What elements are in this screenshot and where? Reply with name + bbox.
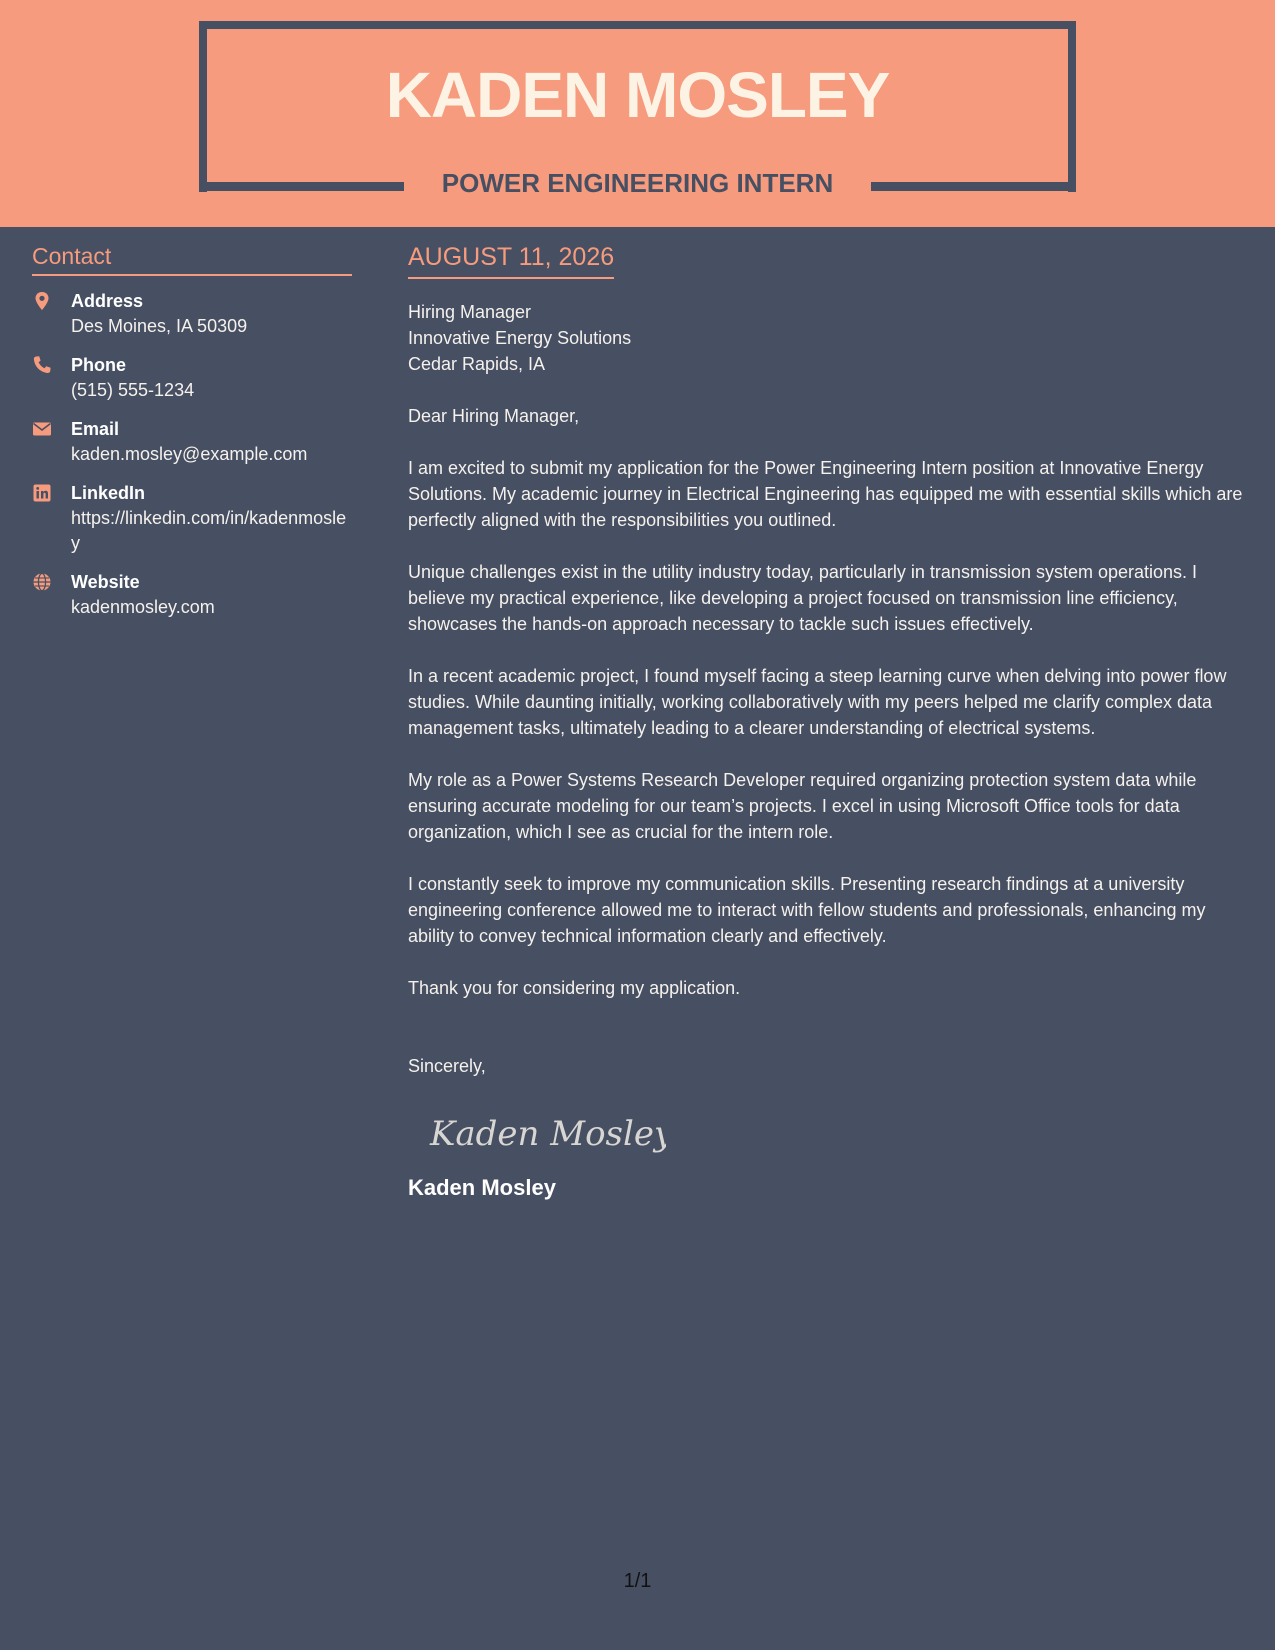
contact-label: Email: [71, 419, 120, 439]
globe-icon: [32, 572, 52, 592]
signer-name: Kaden Mosley: [408, 1175, 556, 1200]
letter-paragraph: Unique challenges exist in the utility industry today, particularly in transmission system operations. I believe my practical experience, like developing a project focused on transmission line efficiency, showcases the hands-on approach necessary to tackle such issues effectively.: [408, 562, 1198, 634]
letter-date: AUGUST 11, 2026: [408, 243, 614, 279]
letter-paragraph: In a recent academic project, I found myself facing a steep learning curve when delving into power flow studies. While daunting initially, working collaboratively with my peers helped me clarify complex data management tasks, ultimately leading to a clearer understanding of electrical systems.: [408, 666, 1227, 738]
letter-paragraph: Thank you for considering my application.: [408, 978, 741, 998]
header-banner: [0, 0, 1275, 227]
contact-item-phone: [32, 353, 352, 403]
contact-value: https://linkedin.com/in/kadenmosley: [71, 508, 347, 553]
recipient-block: [408, 299, 1253, 377]
contact-value: (515) 555-1234: [71, 380, 195, 400]
letter-paragraph: I constantly seek to improve my communication skills. Presenting research findings at a university engineering conference allowed me to interact with fellow students and professionals, enhancing my ability to convey technical information clearly and effectively.: [408, 874, 1206, 946]
salutation: Dear Hiring Manager,: [408, 406, 580, 426]
contact-label: Phone: [71, 355, 127, 375]
page-number: 1/1: [623, 1570, 652, 1592]
candidate-role: POWER ENGINEERING INTERN: [441, 168, 834, 198]
handwritten-signature: [426, 1103, 1253, 1163]
signature-script: Kaden Mosley: [430, 1114, 666, 1154]
phone-icon: [32, 355, 52, 375]
letter-paragraph: I am excited to submit my application for the Power Engineering Intern position at Innovative Energy Solutions. My academic journey in Electrical Engineering has equipped me with essential skills which are perfectly aligned with the responsibilities you outlined.: [408, 458, 1243, 530]
envelope-icon: [32, 419, 52, 439]
contact-value: Des Moines, IA 50309: [71, 316, 248, 336]
contact-sidebar: [32, 243, 352, 634]
linkedin-icon: [32, 483, 52, 503]
contact-value: kadenmosley.com: [71, 597, 215, 617]
contact-item-email: [32, 417, 352, 467]
letter-body: [408, 243, 1253, 1201]
map-pin-icon: [32, 291, 52, 311]
contact-label: Website: [71, 572, 140, 592]
contact-heading: Contact: [32, 243, 352, 276]
contact-value: kaden.mosley@example.com: [71, 444, 308, 464]
recipient-line: Innovative Energy Solutions: [408, 328, 632, 348]
closing: Sincerely,: [408, 1056, 486, 1076]
recipient-line: Cedar Rapids, IA: [408, 354, 546, 374]
contact-item-linkedin: [32, 481, 352, 556]
contact-label: Address: [71, 291, 144, 311]
contact-item-website: [32, 570, 352, 620]
letter-paragraph: My role as a Power Systems Research Developer required organizing protection system data while ensuring accurate modeling for our team’s projects. I excel in using Microsoft Office tools for data organization, which I see as crucial for the intern role.: [408, 770, 1197, 842]
contact-item-address: [32, 289, 352, 339]
candidate-name: KADEN MOSLEY: [385, 59, 890, 131]
recipient-line: Hiring Manager: [408, 302, 532, 322]
contact-label: LinkedIn: [71, 483, 146, 503]
